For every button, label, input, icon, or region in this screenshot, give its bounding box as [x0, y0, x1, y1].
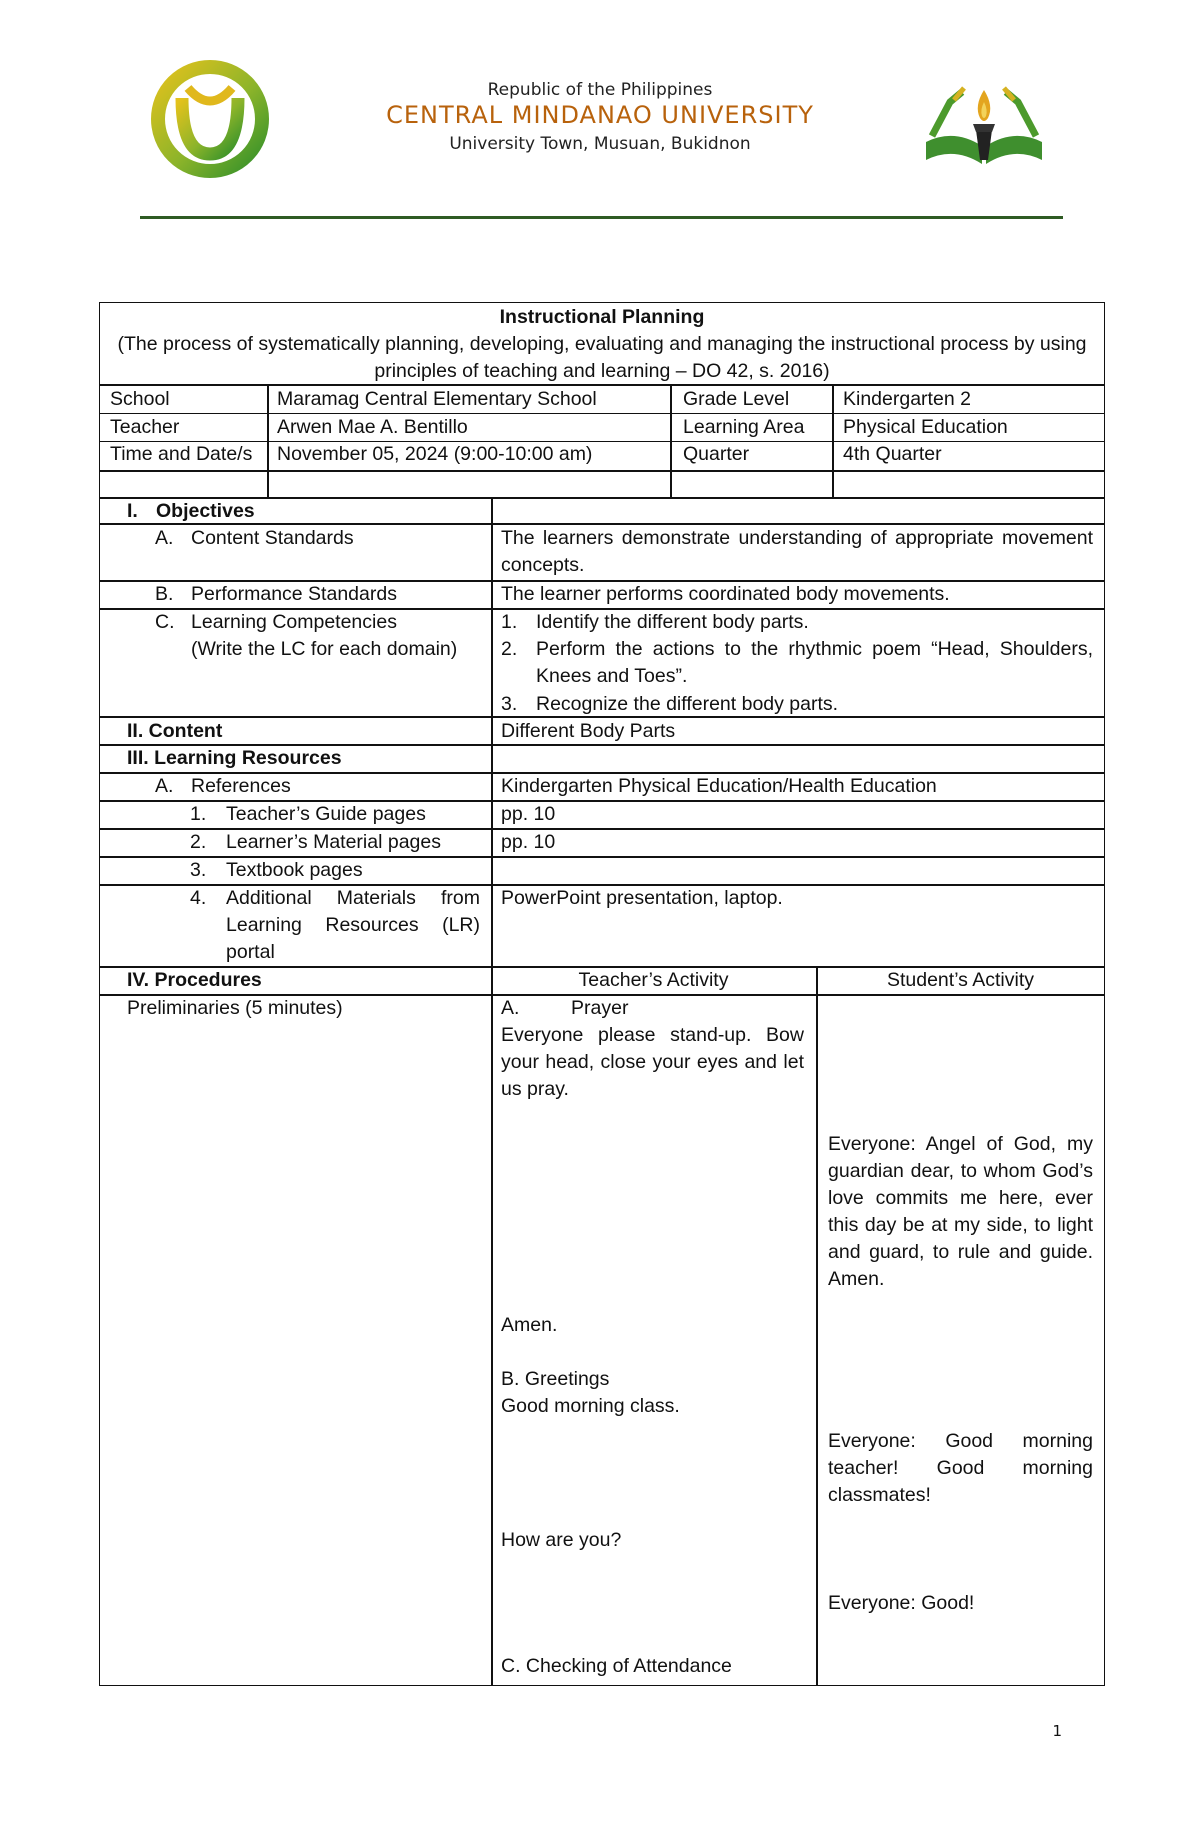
university-name: CENTRAL MINDANAO UNIVERSITY	[386, 101, 814, 129]
how-are-you: How are you?	[501, 1529, 622, 1551]
plan-description-2: principles of teaching and learning – DO 42, s. 2016)	[374, 360, 830, 382]
plan-title: Instructional Planning	[499, 306, 705, 328]
prayer-response: Everyone: Angel of God, my guardian dear, to whom God’s love commits me here, ever this day be at my side, to light and guard, to rule and guide. Amen.	[828, 1133, 1093, 1290]
textbook-label: Textbook pages	[226, 859, 363, 881]
procedures-heading: IV. Procedures	[127, 969, 262, 991]
quarter-value: 4th Quarter	[843, 443, 942, 465]
time-label: Time and Date/s	[110, 443, 253, 465]
header-divider	[140, 216, 1063, 219]
content-standards-num: A.	[155, 527, 174, 549]
textbook-num: 3.	[190, 859, 207, 881]
content-standards-value: The learners demonstrate understanding of appropriate movement concepts.	[501, 527, 1093, 576]
competencies-num: C.	[155, 611, 175, 633]
performance-standards-num: B.	[155, 583, 174, 605]
resources-heading: III. Learning Resources	[127, 747, 342, 769]
prayer-letter: A.	[501, 997, 520, 1019]
area-label: Learning Area	[683, 416, 805, 438]
objectives-heading: Objectives	[156, 500, 255, 522]
performance-standards-label: Performance Standards	[191, 583, 397, 605]
competency-text: Perform the actions to the rhythmic poem “Head, Shoulders, Knees and Toes”.	[536, 638, 1093, 687]
learners-material-value: pp. 10	[501, 831, 556, 853]
attendance-title: C. Checking of Attendance	[501, 1655, 732, 1677]
prayer-instruction: Everyone please stand-up. Bow your head, close your eyes and let us pray.	[501, 1024, 804, 1100]
time-value: November 05, 2024 (9:00-10:00 am)	[277, 443, 593, 465]
teacher-value: Arwen Mae A. Bentillo	[277, 416, 468, 438]
grade-label: Grade Level	[683, 388, 790, 410]
page-number: 1	[1052, 1722, 1062, 1740]
learners-material-num: 2.	[190, 831, 207, 853]
references-num: A.	[155, 775, 174, 797]
teachers-guide-value: pp. 10	[501, 803, 556, 825]
additional-materials-value: PowerPoint presentation, laptop.	[501, 887, 783, 909]
greetings-response: Everyone: Good morning teacher! Good morning classmates!	[828, 1430, 1093, 1506]
objectives-num: I.	[127, 500, 138, 522]
school-value: Maramag Central Elementary School	[277, 388, 597, 410]
grade-value: Kindergarten 2	[843, 388, 971, 410]
content-value: Different Body Parts	[501, 720, 676, 742]
teacher-label: Teacher	[110, 416, 180, 438]
area-value: Physical Education	[843, 416, 1008, 438]
additional-materials-num: 4.	[190, 887, 207, 909]
greetings-text: Good morning class.	[501, 1395, 680, 1417]
plan-description: (The process of systematically planning, developing, evaluating and managing the instructional process by using	[117, 333, 1087, 355]
prayer-title: Prayer	[571, 997, 629, 1019]
teachers-guide-num: 1.	[190, 803, 207, 825]
content-standards-label: Content Standards	[191, 527, 354, 549]
university-address: University Town, Musuan, Bukidnon	[449, 134, 751, 154]
phase-label: Preliminaries (5 minutes)	[127, 997, 343, 1019]
competencies-label: Learning Competencies	[191, 611, 397, 633]
competency-num: 2.	[501, 638, 518, 660]
greetings-title: B. Greetings	[501, 1368, 610, 1390]
competency-text: Recognize the different body parts.	[536, 693, 839, 715]
content-heading: II. Content	[127, 720, 223, 742]
learners-material-label: Learner’s Material pages	[226, 831, 441, 853]
teacher-activity-header: Teacher’s Activity	[578, 969, 729, 991]
references-value: Kindergarten Physical Education/Health Education	[501, 775, 937, 797]
additional-materials-label: Additional Materials from Learning Resources (LR) portal	[226, 887, 480, 963]
competency-text: Identify the different body parts.	[536, 611, 809, 633]
school-label: School	[110, 388, 170, 410]
references-label: References	[191, 775, 291, 797]
performance-standards-value: The learner performs coordinated body movements.	[501, 583, 950, 605]
country-line: Republic of the Philippines	[487, 80, 713, 100]
teachers-guide-label: Teacher’s Guide pages	[226, 803, 426, 825]
teacher-amen: Amen.	[501, 1314, 558, 1336]
student-activity-header: Student’s Activity	[886, 969, 1035, 991]
competency-num: 1.	[501, 611, 518, 633]
competency-num: 3.	[501, 693, 518, 715]
how-response: Everyone: Good!	[828, 1592, 975, 1614]
competencies-note: (Write the LC for each domain)	[191, 638, 458, 660]
quarter-label: Quarter	[683, 443, 750, 465]
